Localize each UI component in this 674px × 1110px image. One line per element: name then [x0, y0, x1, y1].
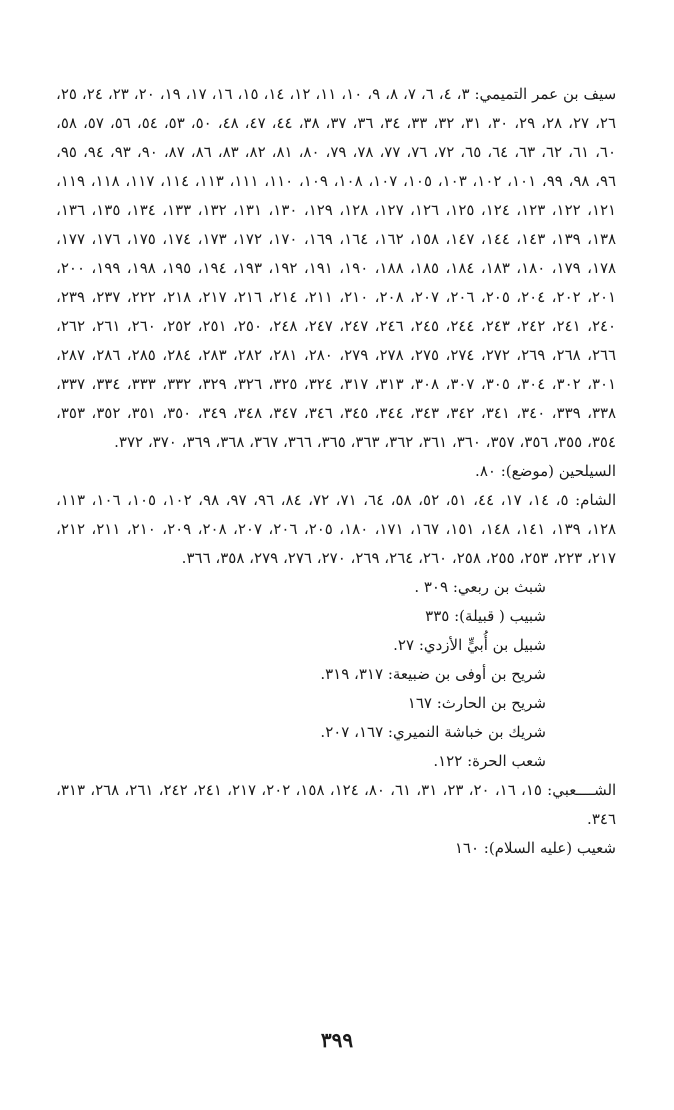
entry-heading: شعيب (عليه السلام): [483, 839, 616, 857]
entry-heading: الشــــعبي: [547, 781, 617, 799]
entry-page-refs: ١٦٧، ٢٠٧. [320, 723, 388, 741]
entry-heading: الشام: [575, 491, 617, 509]
entry-page-refs: ١٥، ١٦، ٢٠، ٢٣، ٣١، ٦١، ٨٠، ١٢٤، ١٥٨، ٢٠٢، ٢١٧، ٢٤١، ٢٤٢، ٢٦١، ٢٦٨، ٣١٣، ٣٤٦. [56, 781, 616, 828]
entry-heading: شبث بن ربعي: [452, 578, 546, 596]
entry-heading: شريح بن الحارث: [436, 694, 546, 712]
index-entry [56, 747, 616, 776]
entry-heading: سيف بن عمر التميمي: [474, 85, 617, 103]
index-entry [56, 80, 616, 457]
index-entry [56, 602, 616, 631]
index-entry [56, 573, 616, 602]
entry-page-refs: ١٦٠ [454, 839, 484, 857]
entry-page-refs: ٢٧. [393, 636, 419, 654]
entry-page-refs: ٣، ٤، ٦، ٧، ٨، ٩، ١٠، ١١، ١٢، ١٤، ١٥، ١٦، ١٧، ١٩، ٢٠، ٢٣، ٢٤، ٢٥، ٢٦، ٢٧، ٢٨، ٢٩، ٣٠، ٣١، ٣٢، ٣٣، ٣٤، ٣٦، ٣٧، ٣٨، ٤٤، ٤٧، ٤٨، ٥٠، ٥٣، ٥٤، ٥٦، ٥٧، ٥٨، ٦٠، ٦١، ٦٢، ٦٣، ٦٤، ٦٥، ٧٢، ٧٦، ٧٧، ٧٨، ٧٩، ٨٠، ٨١، ٨٢، ٨٣، ٨٦، ٨٧، ٩٠، ٩٣، ٩٤، ٩٥، ٩٦، ٩٨، ٩٩، ١٠١، ١٠٢، ١٠٣، ١٠٥، ١٠٧، ١٠٨، ١٠٩، ١١٠، ١١١، ١١٣، ١١٤، ١١٧، ١١٨، ١١٩، ١٢١، ١٢٢، ١٢٣، ١٢٤، ١٢٥، ١٢٦، ١٢٧، ١٢٨، ١٢٩، ١٣٠، ١٣١، ١٣٢، ١٣٣، ١٣٤، ١٣٥، ١٣٦، ١٣٨، ١٣٩، ١٤٣، ١٤٤، ١٤٧، ١٥٨، ١٦٢، ١٦٤، ١٦٩، ١٧٠، ١٧٢، ١٧٣، ١٧٤، ١٧٥، ١٧٦، ١٧٧، ١٧٨، ١٧٩، ١٨٠، ١٨٣، ١٨٤، ١٨٥، ١٨٨، ١٩٠، ١٩١، ١٩٢، ١٩٣، ١٩٤، ١٩٥، ١٩٨، ١٩٩، ٢٠٠، ٢٠١، ٢٠٢، ٢٠٤، ٢٠٥، ٢٠٦، ٢٠٧، ٢٠٨، ٢١٠، ٢١١، ٢١٤، ٢١٦، ٢١٧، ٢١٨، ٢٢٢، ٢٣٧، ٢٣٩، ٢٤٠، ٢٤١، ٢٤٢، ٢٤٣، ٢٤٤، ٢٤٥، ٢٤٦، ٢٤٧، ٢٤٧، ٢٤٨، ٢٥٠، ٢٥١، ٢٥٢، ٢٦٠، ٢٦١، ٢٦٢، ٢٦٦، ٢٦٨، ٢٦٩، ٢٧٢، ٢٧٤، ٢٧٥، ٢٧٨، ٢٧٩، ٢٨٠، ٢٨١، ٢٨٢، ٢٨٣، ٢٨٤، ٢٨٥، ٢٨٦، ٢٨٧، ٣٠١، ٣٠٢، ٣٠٤، ٣٠٥، ٣٠٧، ٣٠٨، ٣١٣، ٣١٧، ٣٢٤، ٣٢٥، ٣٢٦، ٣٢٩، ٣٣٢، ٣٣٣، ٣٣٤، ٣٣٧، ٣٣٨، ٣٣٩، ٣٤٠، ٣٤١، ٣٤٢، ٣٤٣، ٣٤٤، ٣٤٥، ٣٤٦، ٣٤٧، ٣٤٨، ٣٤٩، ٣٥٠، ٣٥١، ٣٥٢، ٣٥٣، ٣٥٤، ٣٥٥، ٣٥٦، ٣٥٧، ٣٦٠، ٣٦١، ٣٦٢، ٣٦٣، ٣٦٥، ٣٦٦، ٣٦٧، ٣٦٨، ٣٦٩، ٣٧٠، ٣٧٢. [56, 85, 617, 451]
index-entry [56, 718, 616, 747]
index-entry [56, 660, 616, 689]
index-entry [56, 834, 616, 863]
entry-page-refs: ٣٣٥ [425, 607, 455, 625]
index-entry [56, 457, 616, 486]
entry-heading: شبيب ( قبيلة): [454, 607, 546, 625]
index-entry [56, 631, 616, 660]
entry-page-refs: ٨٠. [475, 462, 501, 480]
index-entry [56, 776, 616, 834]
entry-page-refs: ٣١٧، ٣١٩. [320, 665, 388, 683]
entry-page-refs: ٣٠٩ . [414, 578, 453, 596]
entry-heading: شريك بن خباشة النميري: [387, 723, 546, 741]
entry-heading: شبيل بن أُبيٍّ الأزدي: [418, 636, 546, 654]
entry-heading: شعب الحرة: [467, 752, 546, 770]
entry-heading: السيلحين (موضع): [500, 462, 616, 480]
index-entry [56, 486, 616, 573]
entry-heading: شريح بن أوفى بن ضبيعة: [387, 665, 546, 683]
entry-page-refs: ١٢٢. [433, 752, 468, 770]
entry-page-refs: ٥، ١٤، ١٧، ٤٤، ٥١، ٥٢، ٥٨، ٦٤، ٧١، ٧٢، ٨٤، ٩٦، ٩٧، ٩٨، ١٠٢، ١٠٥، ١٠٦، ١١٣، ١٢٨، ١٣٩، ١٤١، ١٤٨، ١٥١، ١٦٧، ١٧١، ١٨٠، ٢٠٥، ٢٠٦، ٢٠٧، ٢٠٨، ٢٠٩، ٢١٠، ٢١١، ٢١٢، ٢١٧، ٢٢٣، ٢٥٣، ٢٥٥، ٢٥٨، ٢٦٠، ٢٦٤، ٢٦٩، ٢٧٠، ٢٧٦، ٢٧٩، ٣٥٨، ٣٦٦. [56, 491, 617, 567]
entry-page-refs: ١٦٧ [407, 694, 437, 712]
index-entry [56, 689, 616, 718]
index-entries [56, 80, 616, 863]
page-number: ٣٩٩ [320, 1028, 354, 1052]
